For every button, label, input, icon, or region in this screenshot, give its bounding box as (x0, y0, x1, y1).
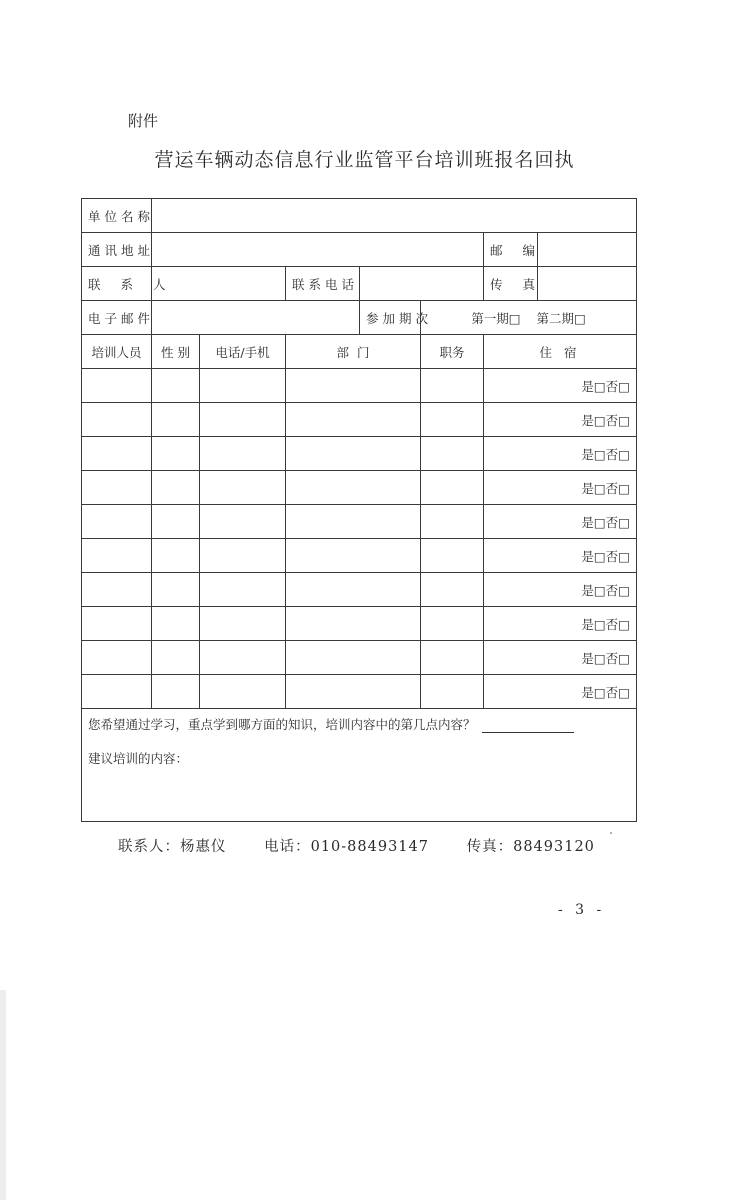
trainee-department-cell[interactable] (286, 369, 421, 403)
trainee-position-cell[interactable] (421, 437, 484, 471)
trainee-gender-cell[interactable] (152, 641, 200, 675)
unit-name-label: 单位名称 (82, 199, 152, 233)
trainee-name-cell[interactable] (82, 607, 152, 641)
trainee-gender-cell[interactable] (152, 607, 200, 641)
trainee-row (82, 573, 637, 607)
session-options[interactable]: 第一期□ 第二期□ (421, 301, 637, 335)
form-title: 营运车辆动态信息行业监管平台培训班报名回执 (154, 149, 575, 171)
lodging-option[interactable]: 是□否□ (581, 582, 630, 598)
trainee-name-cell[interactable] (82, 471, 152, 505)
header-trainee: 培训人员 (82, 335, 152, 369)
trainee-department-cell[interactable] (286, 675, 421, 709)
trainee-name-cell[interactable] (82, 505, 152, 539)
row-address (82, 233, 637, 267)
lodging-option[interactable]: 是□否□ (581, 378, 630, 394)
trainee-phone-cell[interactable] (200, 607, 286, 641)
trainee-row (82, 641, 637, 675)
trainee-position-cell[interactable] (421, 641, 484, 675)
trainee-lodging-cell[interactable] (484, 505, 637, 539)
postcode-field[interactable] (538, 233, 637, 267)
trainee-lodging-cell[interactable] (484, 539, 637, 573)
trainee-lodging-cell[interactable] (484, 369, 637, 403)
trainee-lodging-cell[interactable] (484, 641, 637, 675)
trainee-department-cell[interactable] (286, 539, 421, 573)
trainee-row (82, 471, 637, 505)
answer-line[interactable] (482, 731, 574, 733)
header-department: 部 门 (286, 335, 421, 369)
trainee-name-cell[interactable] (82, 369, 152, 403)
trainee-phone-cell[interactable] (200, 369, 286, 403)
lodging-option[interactable]: 是□否□ (581, 514, 630, 530)
footer-phone: 电话：010-88493147 (264, 839, 429, 855)
row-email (82, 301, 637, 335)
lodging-option[interactable]: 是□否□ (581, 446, 630, 462)
fax-label: 传 真 (484, 267, 538, 301)
scan-speck (610, 832, 612, 834)
trainee-position-cell[interactable] (421, 675, 484, 709)
session-label: 参加期次 (360, 301, 421, 335)
lodging-option[interactable]: 是□否□ (581, 480, 630, 496)
trainee-name-cell[interactable] (82, 437, 152, 471)
training-question-cell[interactable] (82, 709, 637, 822)
trainee-department-cell[interactable] (286, 471, 421, 505)
trainee-name-cell[interactable] (82, 403, 152, 437)
trainee-phone-cell[interactable] (200, 641, 286, 675)
trainee-name-cell[interactable] (82, 641, 152, 675)
trainee-position-cell[interactable] (421, 607, 484, 641)
contact-label: 联 系 人 (82, 267, 152, 301)
trainee-name-cell[interactable] (82, 539, 152, 573)
trainee-department-cell[interactable] (286, 403, 421, 437)
training-question: 您希望通过学习，重点学到哪方面的知识，培训内容中的第几点内容？ (88, 717, 476, 732)
trainee-department-cell[interactable] (286, 641, 421, 675)
trainee-phone-cell[interactable] (200, 675, 286, 709)
trainee-phone-cell[interactable] (200, 403, 286, 437)
header-phone: 电话/手机 (200, 335, 286, 369)
trainee-row (82, 437, 637, 471)
trainee-lodging-cell[interactable] (484, 403, 637, 437)
trainee-position-cell[interactable] (421, 539, 484, 573)
trainee-lodging-cell[interactable] (484, 607, 637, 641)
trainee-position-cell[interactable] (421, 403, 484, 437)
trainee-gender-cell[interactable] (152, 369, 200, 403)
contact-phone-label: 联系电话 (286, 267, 360, 301)
trainee-department-cell[interactable] (286, 607, 421, 641)
unit-name-field[interactable] (152, 199, 637, 233)
address-field[interactable] (152, 233, 484, 267)
email-label: 电子邮件 (82, 301, 152, 335)
lodging-option[interactable]: 是□否□ (581, 684, 630, 700)
trainee-row (82, 607, 637, 641)
trainee-position-cell[interactable] (421, 505, 484, 539)
trainee-row (82, 403, 637, 437)
page-number: - 3 - (558, 902, 606, 918)
trainee-phone-cell[interactable] (200, 437, 286, 471)
trainee-lodging-cell[interactable] (484, 675, 637, 709)
row-unit-name (82, 199, 637, 233)
header-position: 职务 (421, 335, 484, 369)
lodging-option[interactable]: 是□否□ (581, 650, 630, 666)
trainee-gender-cell[interactable] (152, 505, 200, 539)
footer-contact: 联系人：杨惠仪 (118, 839, 227, 855)
trainee-gender-cell[interactable] (152, 437, 200, 471)
trainee-phone-cell[interactable] (200, 573, 286, 607)
trainee-position-cell[interactable] (421, 369, 484, 403)
trainee-row (82, 675, 637, 709)
address-label: 通讯地址 (82, 233, 152, 267)
fax-field[interactable] (538, 267, 637, 301)
trainee-gender-cell[interactable] (152, 573, 200, 607)
trainee-name-cell[interactable] (82, 675, 152, 709)
trainee-lodging-cell[interactable] (484, 471, 637, 505)
trainee-position-cell[interactable] (421, 573, 484, 607)
lodging-option[interactable]: 是□否□ (581, 548, 630, 564)
scan-edge-shading (0, 990, 6, 1200)
lodging-option[interactable]: 是□否□ (581, 412, 630, 428)
trainee-header-row (82, 335, 637, 369)
suggestion-label: 建议培训的内容： (88, 751, 189, 766)
postcode-label: 邮 编 (484, 233, 538, 267)
contact-phone-field[interactable] (360, 267, 484, 301)
header-gender: 性 别 (152, 335, 200, 369)
trainee-phone-cell[interactable] (200, 505, 286, 539)
trainee-lodging-cell[interactable] (484, 437, 637, 471)
trainee-row (82, 505, 637, 539)
trainee-gender-cell[interactable] (152, 539, 200, 573)
trainee-department-cell[interactable] (286, 437, 421, 471)
trainee-position-cell[interactable] (421, 471, 484, 505)
trainee-gender-cell[interactable] (152, 471, 200, 505)
trainee-name-cell[interactable] (82, 573, 152, 607)
trainee-department-cell[interactable] (286, 573, 421, 607)
trainee-department-cell[interactable] (286, 505, 421, 539)
trainee-phone-cell[interactable] (200, 539, 286, 573)
trainee-lodging-cell[interactable] (484, 573, 637, 607)
footer-contact-line (118, 835, 627, 856)
trainee-phone-cell[interactable] (200, 471, 286, 505)
header-lodging: 住 宿 (484, 335, 637, 369)
lodging-option[interactable]: 是□否□ (581, 616, 630, 632)
registration-form-table (81, 198, 637, 822)
trainee-gender-cell[interactable] (152, 675, 200, 709)
trainee-row (82, 539, 637, 573)
row-contact (82, 267, 637, 301)
trainee-row (82, 369, 637, 403)
trainee-gender-cell[interactable] (152, 403, 200, 437)
attachment-label: 附件 (128, 112, 159, 130)
footer-fax: 传真：88493120 (466, 839, 595, 855)
email-field[interactable] (152, 301, 360, 335)
